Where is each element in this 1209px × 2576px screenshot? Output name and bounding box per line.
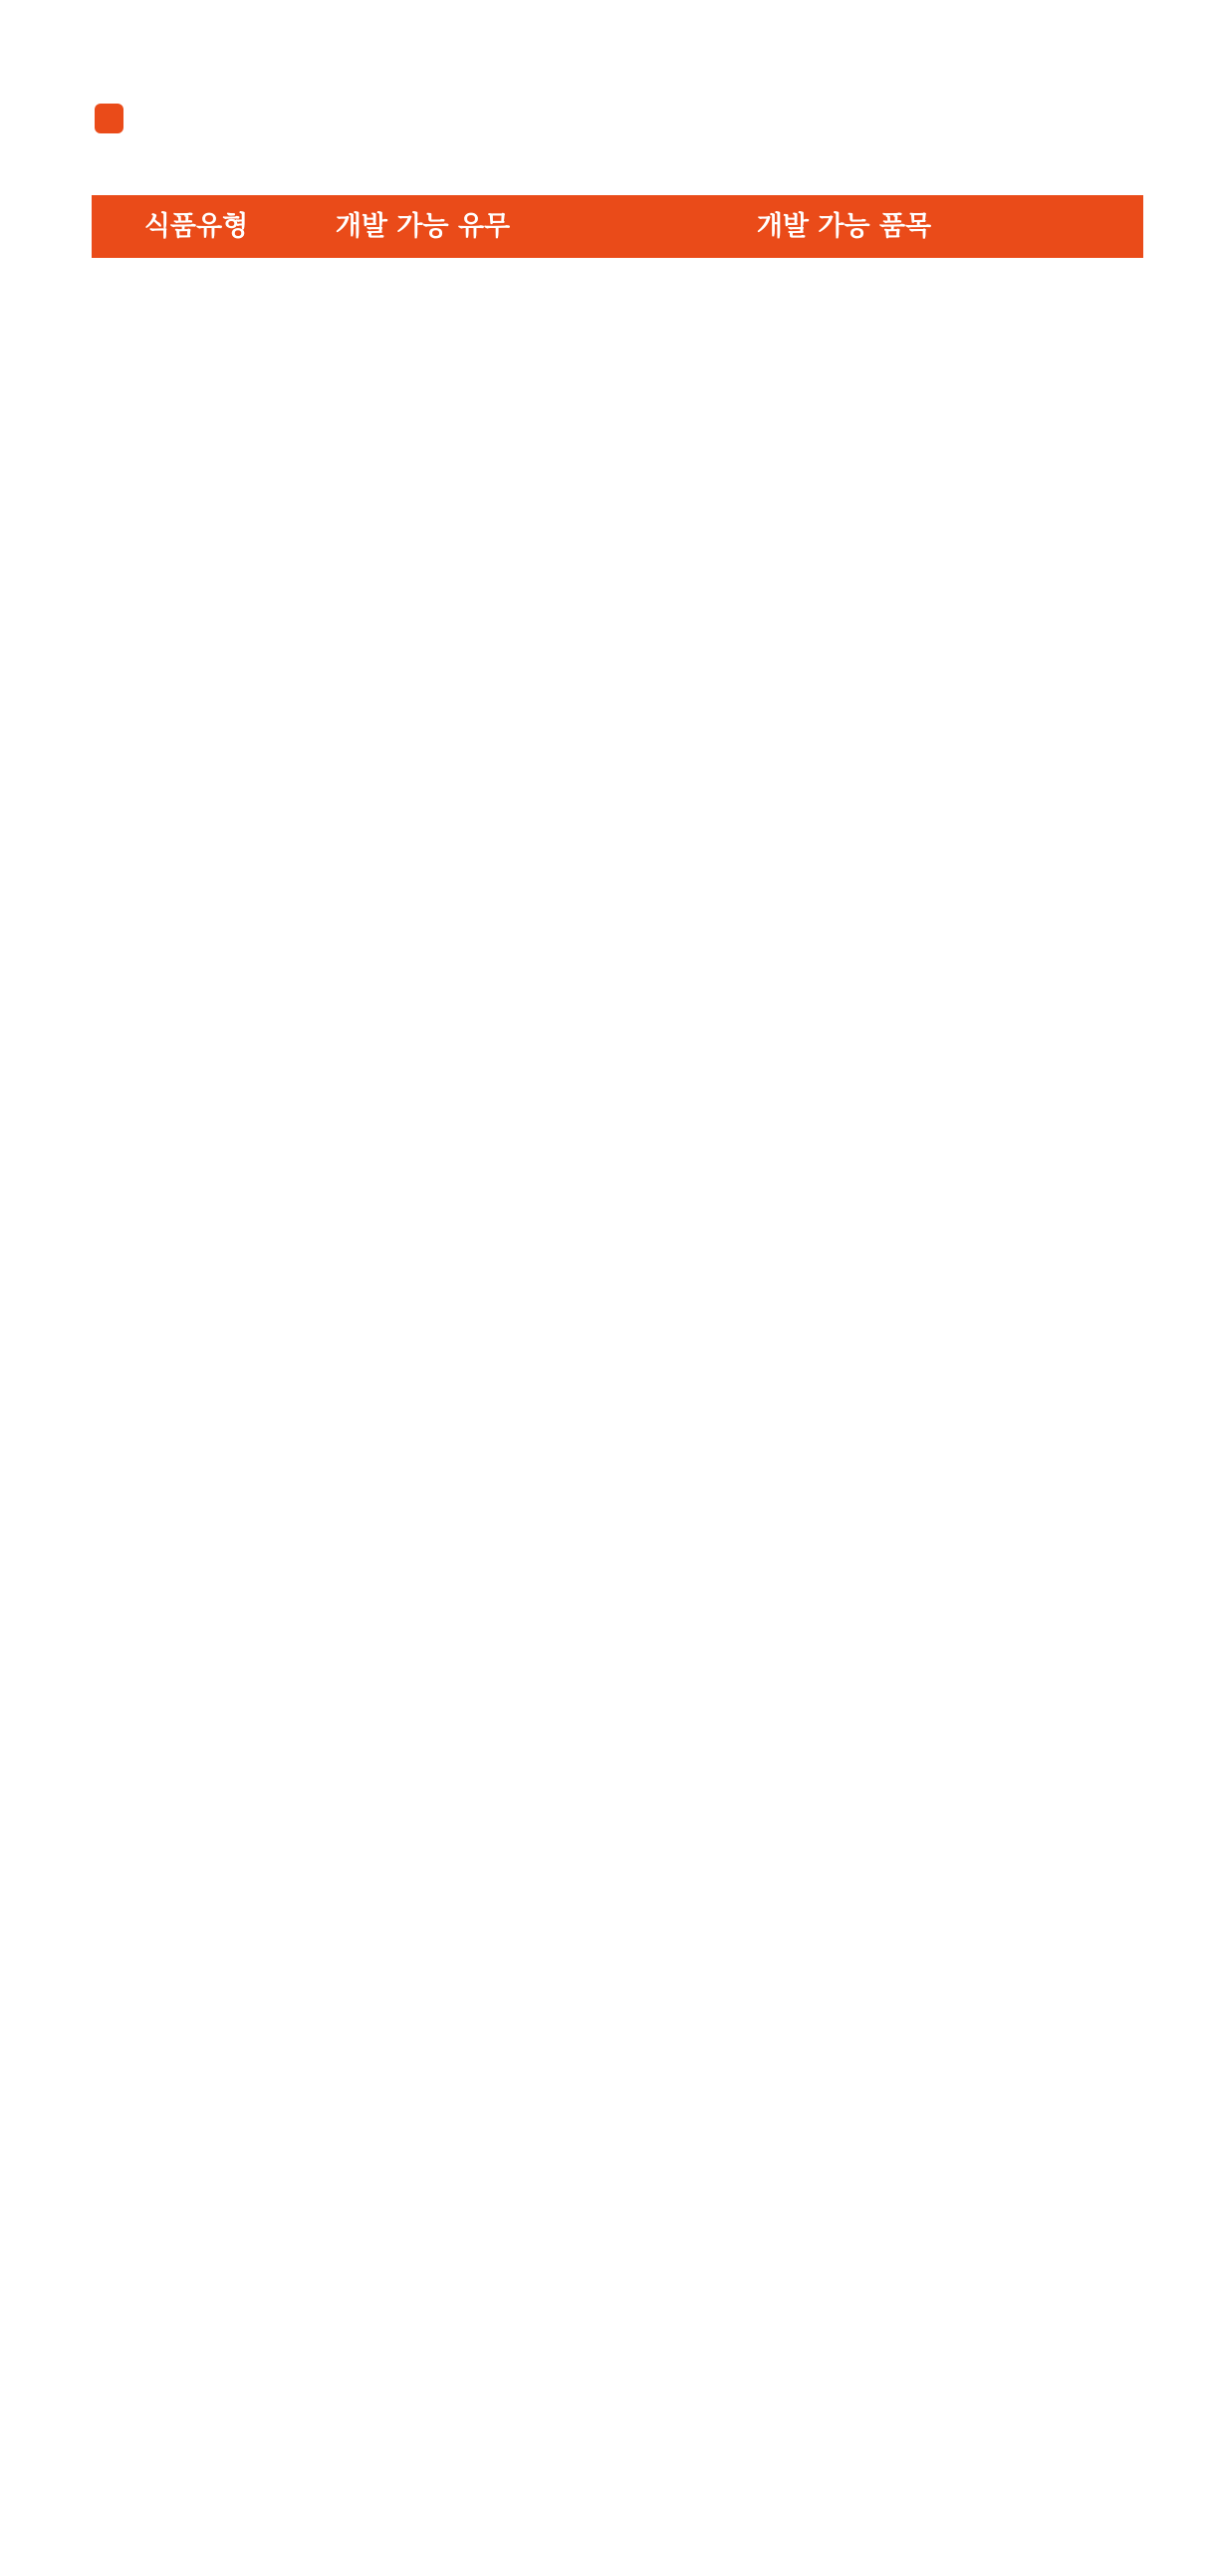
column-header-food-type: 식품유형 [143,211,249,242]
square-bullet-icon [95,104,123,133]
table-header-row [92,195,1143,258]
column-header-development-availability: 개발 가능 유무 [335,211,511,242]
column-header-development-items: 개발 가능 품목 [756,211,932,242]
